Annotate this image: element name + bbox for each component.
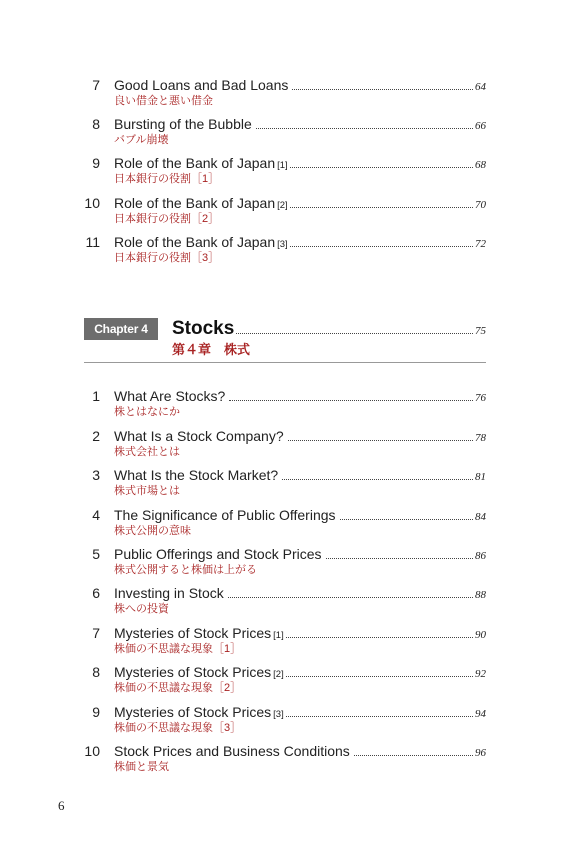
dot-leader	[290, 246, 473, 247]
dot-leader	[290, 207, 473, 208]
toc-entry	[0, 742, 574, 776]
entry-page: 81	[475, 471, 486, 483]
entry-japanese-title: 株価の不思議な現象［1］	[114, 643, 242, 655]
entry-japanese-title: 日本銀行の役割［1］	[114, 173, 220, 185]
entry-title: Public Offerings and Stock Prices	[114, 546, 322, 562]
entry-japanese-title: 株式公開の意味	[114, 525, 191, 537]
entry-title: What Are Stocks?	[114, 388, 226, 404]
entry-number: 1	[92, 388, 100, 404]
chapter-divider	[84, 362, 486, 363]
entry-page: 70	[475, 199, 486, 211]
dot-leader	[288, 440, 473, 441]
entry-japanese-title: 株への投資	[114, 603, 169, 615]
toc-entry	[0, 624, 574, 658]
entry-number: 10	[84, 743, 100, 759]
entry-line	[114, 506, 486, 524]
entry-japanese-title: 日本銀行の役割［3］	[114, 252, 220, 264]
entry-title: What Is a Stock Company?	[114, 428, 284, 444]
entry-line	[114, 545, 486, 563]
dot-leader	[228, 597, 473, 598]
toc-entry	[0, 584, 574, 618]
entry-japanese-title: バブル崩壊	[114, 134, 169, 146]
entry-number: 11	[85, 234, 100, 250]
entry-title: Bursting of the Bubble	[114, 116, 252, 132]
entry-title: Role of the Bank of Japan [1]	[114, 155, 288, 171]
toc-entry	[0, 427, 574, 461]
chapter-badge: Chapter 4	[84, 318, 158, 340]
dot-leader	[292, 89, 473, 90]
toc-entry	[0, 663, 574, 697]
dot-leader	[326, 558, 473, 559]
chapter-heading	[172, 317, 486, 341]
entry-number: 7	[92, 625, 100, 641]
dot-leader	[236, 333, 473, 334]
entry-line	[114, 154, 486, 172]
entry-japanese-title: 日本銀行の役割［2］	[114, 213, 220, 225]
toc-entry	[0, 506, 574, 540]
toc-entry	[0, 545, 574, 579]
entry-number: 8	[92, 664, 100, 680]
entry-line	[114, 233, 486, 251]
dot-leader	[286, 716, 473, 717]
entry-page: 66	[475, 120, 486, 132]
dot-leader	[282, 479, 473, 480]
entry-title: Stock Prices and Business Conditions	[114, 743, 350, 759]
entry-suffix: [1]	[277, 160, 288, 171]
entry-line	[114, 624, 486, 642]
entry-title: Investing in Stock	[114, 585, 224, 601]
dot-leader	[340, 519, 473, 520]
dot-leader	[256, 128, 473, 129]
entry-page: 78	[475, 432, 486, 444]
entry-suffix: [3]	[273, 709, 284, 720]
entry-japanese-title: 良い借金と悪い借金	[114, 95, 213, 107]
entry-suffix: [1]	[273, 630, 284, 641]
dot-leader	[286, 637, 473, 638]
entry-number: 10	[84, 195, 100, 211]
entry-page: 92	[475, 668, 486, 680]
entry-page: 84	[475, 511, 486, 523]
entry-line	[114, 663, 486, 681]
entry-title: Role of the Bank of Japan [2]	[114, 195, 288, 211]
entry-line	[114, 76, 486, 94]
toc-entry	[0, 115, 574, 149]
chapter-title: Stocks	[172, 318, 235, 339]
toc-entry	[0, 703, 574, 737]
entry-number: 9	[92, 155, 100, 171]
toc-entry	[0, 194, 574, 228]
entry-number: 4	[92, 507, 100, 523]
entry-number: 2	[92, 428, 100, 444]
entry-title: What Is the Stock Market?	[114, 467, 279, 483]
dot-leader	[290, 167, 473, 168]
toc-entry	[0, 387, 574, 421]
toc-entry	[0, 233, 574, 267]
entry-page: 88	[475, 589, 486, 601]
entry-title: The Significance of Public Offerings	[114, 507, 336, 523]
entry-line	[114, 742, 486, 760]
entry-suffix: [3]	[277, 239, 288, 250]
entry-suffix: [2]	[277, 200, 288, 211]
entry-japanese-title: 株価の不思議な現象［3］	[114, 722, 242, 734]
entry-line	[114, 194, 486, 212]
entry-page: 96	[475, 747, 486, 759]
entry-page: 90	[475, 629, 486, 641]
entry-suffix: [2]	[273, 669, 284, 680]
entry-page: 76	[475, 392, 486, 404]
entry-title: Good Loans and Bad Loans	[114, 77, 289, 93]
entry-japanese-title: 株式公開すると株価は上がる	[114, 564, 257, 576]
entry-japanese-title: 株式会社とは	[114, 446, 180, 458]
page-number: 6	[58, 798, 65, 813]
entry-number: 8	[92, 116, 100, 132]
entry-number: 5	[92, 546, 100, 562]
entry-number: 3	[92, 467, 100, 483]
entry-line	[114, 584, 486, 602]
entry-page: 68	[475, 159, 486, 171]
entry-title: Mysteries of Stock Prices [1]	[114, 625, 284, 641]
entry-japanese-title: 株価の不思議な現象［2］	[114, 682, 242, 694]
dot-leader	[229, 400, 473, 401]
entry-japanese-title: 株とはなにか	[114, 406, 180, 418]
entry-line	[114, 466, 486, 484]
dot-leader	[286, 676, 473, 677]
entry-page: 72	[475, 238, 486, 250]
entry-number: 7	[92, 77, 100, 93]
entry-title: Mysteries of Stock Prices [2]	[114, 664, 284, 680]
chapter-page: 75	[475, 325, 486, 337]
entry-title: Mysteries of Stock Prices [3]	[114, 704, 284, 720]
entry-page: 86	[475, 550, 486, 562]
entry-line	[114, 387, 486, 405]
toc-entry	[0, 154, 574, 188]
entry-number: 9	[92, 704, 100, 720]
entry-japanese-title: 株式市場とは	[114, 485, 180, 497]
entry-japanese-title: 株価と景気	[114, 761, 169, 773]
entry-number: 6	[92, 585, 100, 601]
entry-title: Role of the Bank of Japan [3]	[114, 234, 288, 250]
entry-line	[114, 115, 486, 133]
chapter-japanese-title: 第４章 株式	[172, 342, 251, 357]
entry-line	[114, 427, 486, 445]
entry-page: 94	[475, 708, 486, 720]
toc-entry	[0, 466, 574, 500]
toc-entry	[0, 76, 574, 110]
entry-page: 64	[475, 81, 486, 93]
dot-leader	[354, 755, 473, 756]
entry-line	[114, 703, 486, 721]
